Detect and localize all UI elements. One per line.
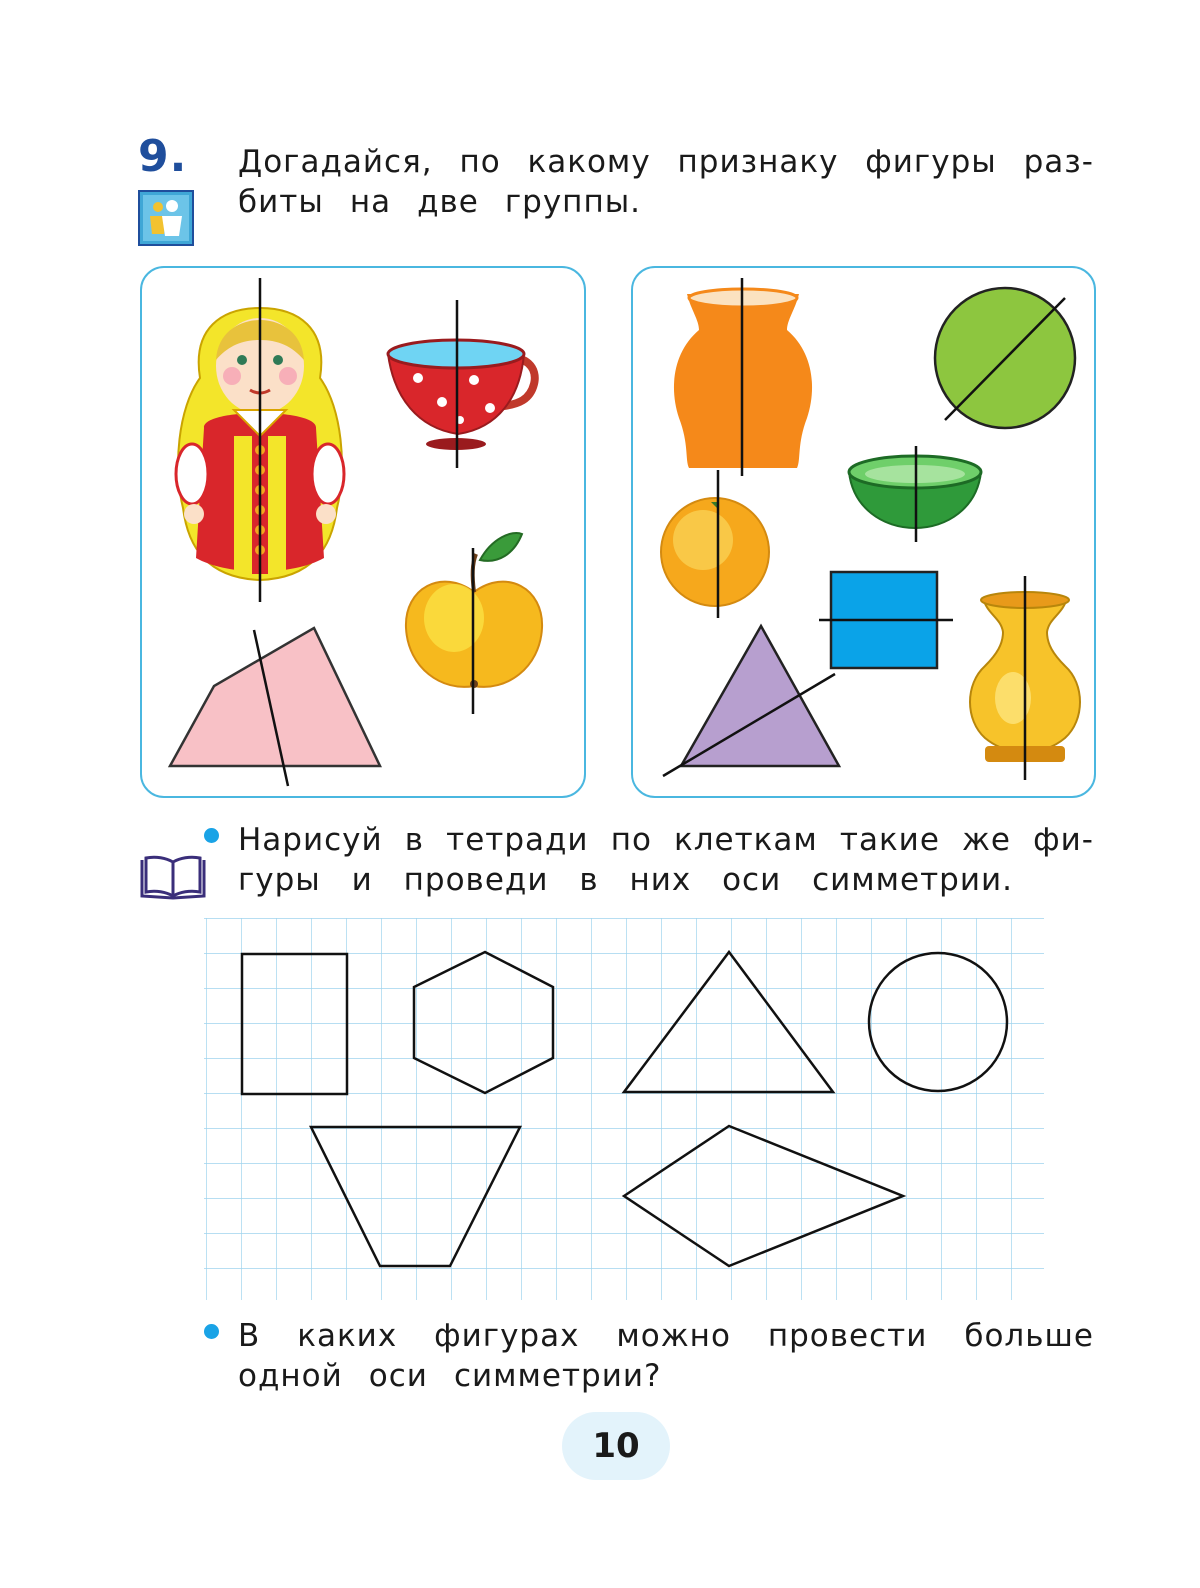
task-number: 9. [138, 131, 188, 182]
instruction-text [238, 820, 1094, 900]
question-line-2: одной оси симметрии? [238, 1358, 662, 1394]
instruction-line-2: гуры и проведи в них оси симметрии. [238, 862, 1013, 898]
left-figure-group-panel [140, 266, 586, 798]
bullet-marker [204, 828, 219, 843]
question-text [238, 1316, 1094, 1396]
page-number: 10 [592, 1426, 640, 1466]
pair-work-icon [138, 190, 194, 246]
cup-image [388, 340, 535, 450]
task-text-line-2: биты на две группы. [238, 184, 642, 220]
orange-fruit-image [661, 498, 769, 606]
question-line-1: В каких фигурах можно провести больше [238, 1318, 1094, 1354]
task-text-line-1: Догадайся, по какому признаку фигуры раз- [238, 144, 1094, 180]
task-text [238, 142, 1094, 222]
open-book-icon [138, 852, 208, 902]
pink-quadrilateral [170, 628, 380, 766]
graph-paper-grid [204, 918, 1044, 1300]
instruction-line-1: Нарисуй в тетради по клеткам такие же фи- [238, 822, 1094, 858]
bullet-marker [204, 1324, 219, 1339]
right-figure-group-panel [631, 266, 1096, 798]
purple-triangle [681, 626, 839, 766]
